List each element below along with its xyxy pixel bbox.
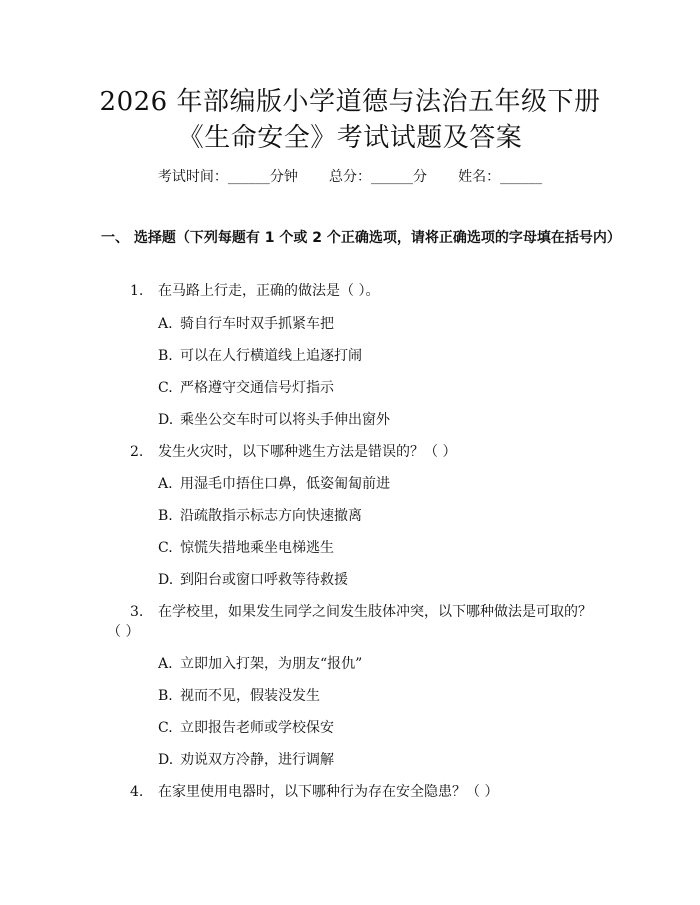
- question-text: 发生火灾时，以下哪种逃生方法是错误的？（ ）: [158, 444, 457, 460]
- option-text: 劝说双方冷静，进行调解: [180, 752, 334, 768]
- option-1b: [158, 346, 362, 366]
- option-text: 到阳台或窗口呼救等待救援: [180, 572, 348, 588]
- question-text: 在马路上行走，正确的做法是（ ）。: [158, 283, 380, 299]
- option-letter: D.: [158, 412, 174, 428]
- option-text: 视而不见，假装没发生: [180, 688, 320, 704]
- option-letter: B.: [158, 348, 173, 364]
- option-text: 立即加入打架，为朋友“报仇”: [180, 656, 363, 672]
- option-letter: D.: [158, 752, 174, 768]
- option-3a: [158, 654, 362, 674]
- option-letter: B.: [158, 508, 173, 524]
- question-number: 4.: [130, 784, 144, 800]
- question-number: 3.: [130, 604, 144, 620]
- option-2a: [158, 474, 390, 494]
- option-2c: [158, 538, 334, 558]
- option-3d: [158, 750, 334, 770]
- option-text: 可以在人行横道线上追逐打闹: [180, 348, 362, 364]
- option-3b: [158, 686, 320, 706]
- option-letter: A.: [158, 316, 173, 332]
- section-heading-choice: 一、 选择题（下列每题有 1 个或 2 个正确选项，请将正确选项的字母填在括号内）: [101, 230, 621, 246]
- question-text: 在学校里，如果发生同学之间发生肢体冲突，以下哪种做法是可取的？: [158, 604, 592, 620]
- option-letter: A.: [158, 476, 173, 492]
- option-2d: [158, 570, 348, 590]
- option-letter: B.: [158, 688, 173, 704]
- option-text: 骑自行车时双手抓紧车把: [180, 316, 334, 332]
- option-text: 乘坐公交车时可以将头手伸出窗外: [180, 412, 390, 428]
- question-number: 2.: [130, 444, 144, 460]
- option-letter: C.: [158, 720, 173, 736]
- option-2b: [158, 506, 362, 526]
- option-letter: A.: [158, 656, 173, 672]
- option-letter: C.: [158, 380, 173, 396]
- option-1d: [158, 410, 390, 430]
- exam-title-line1: 2026 年部编版小学道德与法治五年级下册: [99, 87, 601, 117]
- exam-title-line2: 《生命安全》考试试题及答案: [177, 123, 523, 153]
- option-1a: [158, 314, 334, 334]
- option-letter: C.: [158, 540, 173, 556]
- exam-info-line: 考试时间：______分钟 总分：______分 姓名：______: [157, 169, 543, 185]
- option-text: 惊慌失措地乘坐电梯逃生: [180, 540, 334, 556]
- question-number: 1.: [130, 283, 144, 299]
- question-text: 在家里使用电器时，以下哪种行为存在安全隐患？（ ）: [158, 784, 499, 800]
- option-letter: D.: [158, 572, 174, 588]
- option-1c: [158, 378, 334, 398]
- option-text: 用湿毛巾捂住口鼻，低姿匍匐前进: [180, 476, 390, 492]
- option-text: 沿疏散指示标志方向快速撤离: [180, 508, 362, 524]
- option-3c: [158, 718, 334, 738]
- option-text: 立即报告老师或学校保安: [180, 720, 334, 736]
- question-3-continuation: （ ）: [107, 624, 140, 640]
- option-text: 严格遵守交通信号灯指示: [180, 380, 334, 396]
